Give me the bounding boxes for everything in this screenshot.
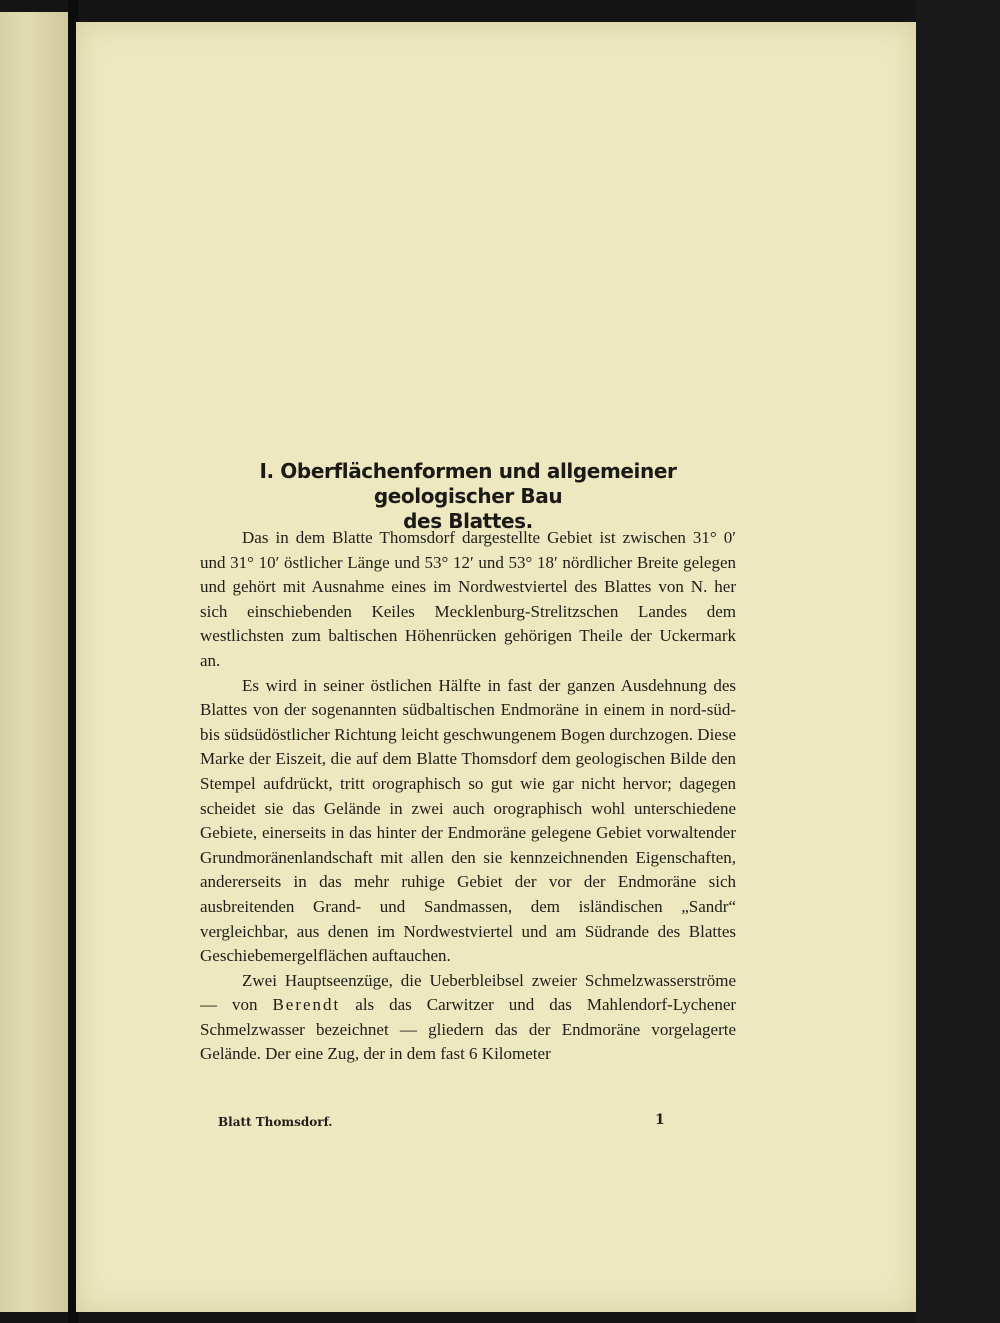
body-text	[200, 526, 736, 1067]
facing-page-edge	[0, 12, 68, 1312]
section-heading	[196, 459, 740, 534]
footer-signature-mark: 1	[655, 1112, 665, 1128]
paragraph-2: Es wird in seiner östlichen Hälfte in fast der ganzen Ausdehnung des Blattes von der sogenannten südbaltischen Endmoräne in einem in nord-süd- bis südsüdöstlicher Richtung leicht geschwungenem Bogen durchzogen. Diese Marke der Eiszeit, die auf dem Blatte Thomsdorf dem geologischen Bilde den Stempel aufdrückt, tritt orographisch so gut wie gar nicht hervor; dagegen scheidet sie das Gelände in zwei auch orographisch wohl unterschiedene Gebiete, einerseits in das hinter der Endmoräne gelegene Gebiet vorwaltender Grundmoränenlandschaft mit allen den sie kennzeichnenden Eigenschaften, andererseits in das mehr ruhige Gebiet der vor der Endmoräne sich ausbreitenden Grand- und Sandmassen, dem isländischen „Sandr“ vergleichbar, aus denen im Nordwestviertel und am Südrande des Blattes Geschiebemergelflächen auftauchen.	[200, 675, 736, 966]
paragraph-3-end: als das Carwitzer und das Mahlendorf-Lychener Schmelzwasser bezeichnet — gliedern das der Endmoräne vorgelagerte Gelände. Der eine Zug, der in dem fast 6 Kilometer	[200, 995, 737, 1064]
author-name: Berendt	[272, 995, 341, 1015]
heading-line-2: des Blattes.	[403, 509, 533, 533]
book-cover-edge	[916, 0, 1000, 1323]
paragraph-1: Das in dem Blatte Thomsdorf dargestellte Gebiet ist zwischen 31° 0′ und 31° 10′ östlicher Länge und 53° 12′ und 53° 18′ nördlicher Breite gelegen und gehört mit Ausnahme eines im Nordwestviertel des Blattes von N. her sich einschiebenden Keiles Mecklenburg-Strelitzschen Landes dem westlichsten zum baltischen Höhenrücken gehörigen Theile der Uckermark an.	[200, 528, 736, 670]
paragraph-3-start: Zwei Hauptseenzüge, die Ueberbleibsel zweier Schmelzwasserströme — von	[200, 970, 736, 1015]
paragraph-3	[200, 969, 736, 1067]
heading-line-1: I. Oberflächenformen und allgemeiner geologischer Bau	[259, 459, 677, 508]
footer-sheet-title: Blatt Thomsdorf.	[218, 1115, 333, 1129]
